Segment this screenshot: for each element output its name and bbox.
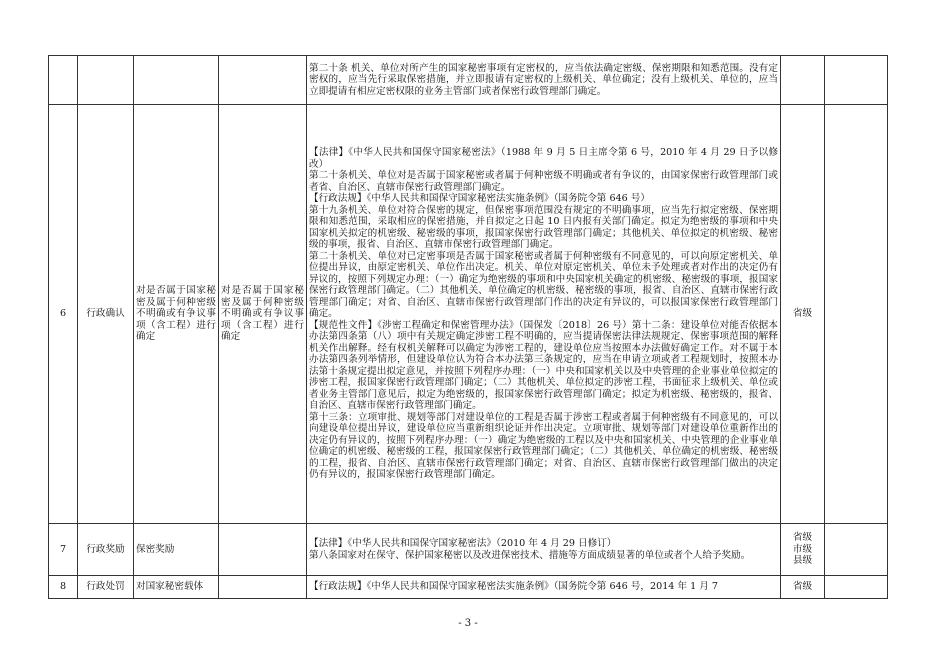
authority-level: 市级 xyxy=(792,543,813,555)
table-row xyxy=(49,56,888,105)
legal-basis-paragraph: 第十三条：立项审批、规划等部门对建设单位的工程是否属于涉密工程或者属于何种密级有不同意见的，可以向建设单位提出异议，建设单位应当重新组织论证并作出决定。立项审批、规划等部门对建设单位重新作出的决定仍有异议的，按照下列程序办理：（一）确定为绝密级的工程以及中央和国家机关、中央管理的企业事业单位确定的机密级、秘密级的工程，报国家保密行政管理部门确定；（二）其他机关、单位确定的机密级、秘密级的工程，报省、自治区、直辖市保密行政管理部门确定；对省、自治区、直辖市保密行政管理部门做出的决定仍有异议的，报国家保密行政管理部门确定。 xyxy=(309,411,778,481)
authority-level-cell xyxy=(781,105,825,524)
sub-item-name-cell: 对是否属于国家秘密及属于何种密级不明确或有争议事项（含工程）进行确定 xyxy=(219,105,307,524)
powers-table xyxy=(48,55,888,599)
authority-level-cell xyxy=(781,56,825,105)
category-cell: 行政处罚 xyxy=(78,576,134,599)
table-row xyxy=(49,576,888,599)
legal-basis-paragraph: 【行政法规】《中华人民共和国保守国家秘密法实施条例》（国务院令第 646 号） xyxy=(309,193,650,205)
legal-basis-paragraph: 第二十条机关、单位对是否属于国家秘密或者属于何种密级不明确或者有争议的，由国家保密行政管理部门或者省、自治区、直辖市保密行政管理部门确定。 xyxy=(309,170,778,193)
authority-level-cell xyxy=(781,524,825,576)
item-name-cell: 对是否属于国家秘密及属于何种密级不明确或有争议事项（含工程）进行确定 xyxy=(134,105,219,524)
item-name-cell xyxy=(134,56,219,105)
item-name-cell: 保密奖励 xyxy=(134,524,219,576)
legal-basis-paragraph: 【法律】《中华人民共和国保守国家秘密法》（1988 年 9 月 5 日主席令第 6 号，2010 年 4 月 29 日予以修改） xyxy=(309,147,778,170)
category-cell: 行政奖励 xyxy=(78,524,134,576)
row-number-cell xyxy=(49,56,78,105)
legal-basis-paragraph: 第二十条机关、单位对已定密事项是否属于国家秘密或者属于何种密级有不同意见的，可以向原定密机关、单位提出异议，由原定密机关、单位作出决定。机关、单位对原定密机关、单位未予处理或者对作出的决定仍有异议的，按照下列规定办理：（一）确定为绝密级的事项和中央国家机关确定的机密级、秘密级的事项，报国家保密行政管理部门确定。（二）其他机关、单位确定的机密级、秘密级的事项，报省、自治区、直辖市保密行政管理部门确定；对省、自治区、直辖市保密行政管理部门作出的决定有异议的，可以报国家保密行政管理部门确定。 xyxy=(309,250,778,320)
legal-basis-paragraph: 【规范性文件】《涉密工程确定和保密管理办法》（国保发〔2018〕26 号）第十二条：建设单位对能否依据本办法第四条第（八）项中有关规定确定涉密工程不明确的，应当提请保密法律法规规定、保密事项范围的解释机关作出解释。经有权机关解释可以确定为涉密工程的，建设单位应当按照本办法做好确定工作。对不属于本办法第四条列举情形，但建设单位认为符合本办法第三条规定的，应当在申请立项或者工程规划时，按照本办法第十条规定提出拟定意见，并按照下列程序办理：（一）中央和国家机关以及中央管理的企业事业单位拟定的涉密工程，报国家保密行政管理部门确定；（二）其他机关、单位拟定的涉密工程，书面征求上级机关、单位或者业务主管部门意见后，拟定为绝密级的，报国家保密行政管理部门确定；拟定为机密级、秘密级的，报省、自治区、直辖市保密行政管理部门确定。 xyxy=(309,319,778,412)
legal-basis-paragraph: 第八条国家对在保守、保护国家秘密以及改进保密技术、措施等方面成绩显著的单位或者个人给予奖励。 xyxy=(309,549,751,561)
authority-level: 省级 xyxy=(792,532,813,544)
row-number-cell: 7 xyxy=(49,524,78,576)
table-row xyxy=(49,105,888,524)
row-number-cell: 6 xyxy=(49,105,78,524)
sub-item-name-cell xyxy=(219,56,307,105)
sub-item-name-cell xyxy=(219,576,307,599)
table-row xyxy=(49,524,888,576)
note-cell xyxy=(825,576,888,599)
note-cell xyxy=(825,105,888,524)
authority-level: 省级 xyxy=(792,308,813,320)
category-cell: 行政确认 xyxy=(78,105,134,524)
legal-basis-paragraph: 第十九条机关、单位对符合保密的规定，但保密事项范围没有规定的不明确事项，应当先行拟定密级、保密期限和知悉范围，采取相应的保密措施，并自拟定之日起 10 日内报有关部门确定。拟定为绝密级的事项和中央国家机关拟定的机密级、秘密级的事项，报国家保密行政管理部门确定；其他机关、单位拟定的机密级、秘密级的事项，报省、自治区、直辖市保密行政管理部门确定。 xyxy=(309,204,778,251)
authority-level: 省级 xyxy=(792,581,813,593)
legal-basis-cell xyxy=(307,524,781,576)
authority-level-cell xyxy=(781,576,825,599)
legal-basis-paragraph: 第二十条 机关、单位对所产生的国家秘密事项有定密权的，应当依法确定密级、保密期限和知悉范围。没有定密权的，应当先行采取保密措施，并立即报请有定密权的上级机关、单位确定；没有上级机关、单位的，应当立即提请有相应定密权限的业务主管部门或者保密行政管理部门确定。 xyxy=(309,62,778,97)
legal-basis-cell xyxy=(307,56,781,105)
row-number-cell: 8 xyxy=(49,576,78,599)
item-name-cell: 对国家秘密载体 xyxy=(134,576,219,599)
category-cell xyxy=(78,56,134,105)
legal-basis-paragraph: 【法律】《中华人民共和国保守国家秘密法》（2010 年 4 月 29 日修订） xyxy=(309,538,617,549)
legal-basis-cell xyxy=(307,576,781,599)
sub-item-name-cell xyxy=(219,524,307,576)
legal-basis-paragraph: 【行政法规】《中华人民共和国保守国家秘密法实施条例》（国务院令第 646 号，2014 年 1 月 7 xyxy=(309,581,719,593)
legal-basis-cell xyxy=(307,105,781,524)
authority-level: 县级 xyxy=(792,555,813,567)
note-cell xyxy=(825,524,888,576)
page-number: - 3 - xyxy=(458,618,478,629)
note-cell xyxy=(825,56,888,105)
